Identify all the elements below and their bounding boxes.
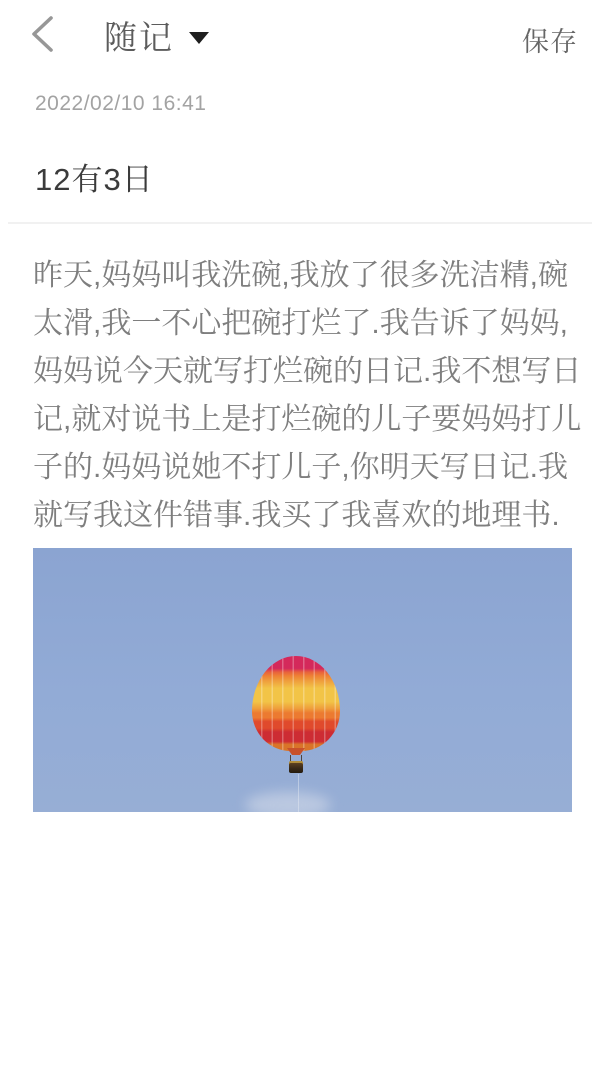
hot-air-balloon-illustration — [252, 656, 340, 774]
body-line: 子的.妈妈说她不打儿子,你明天写日记.我 — [33, 451, 569, 484]
body-line: 妈妈说今天就写打烂碗的日记.我不想写日 — [33, 355, 582, 388]
back-button[interactable] — [20, 12, 64, 58]
body-line: 记,就对说书上是打烂碗的儿子要妈妈打儿 — [33, 403, 582, 436]
chevron-left-icon — [27, 13, 57, 58]
body-line: 就写我这件错事.我买了我喜欢的地理书. — [33, 499, 560, 532]
save-button[interactable]: 保存 — [522, 20, 578, 59]
balloon-envelope — [252, 656, 340, 751]
note-title-field[interactable]: 12有3日 — [35, 162, 154, 197]
header-bar — [0, 0, 600, 74]
sky-haze — [245, 792, 331, 812]
attached-photo[interactable] — [33, 548, 572, 812]
caret-down-icon — [189, 32, 209, 44]
title-divider — [8, 222, 592, 224]
note-body-editor[interactable] — [33, 252, 582, 540]
balloon-throat — [287, 748, 305, 755]
category-title: 随记 — [104, 18, 174, 56]
note-timestamp: 2022/02/10 16:41 — [35, 92, 207, 115]
body-line: 太滑,我一不心把碗打烂了.我告诉了妈妈, — [33, 307, 569, 340]
balloon-basket — [289, 761, 303, 773]
body-line: 昨天,妈妈叫我洗碗,我放了很多洗洁精,碗 — [33, 259, 569, 292]
category-dropdown[interactable] — [104, 12, 209, 58]
